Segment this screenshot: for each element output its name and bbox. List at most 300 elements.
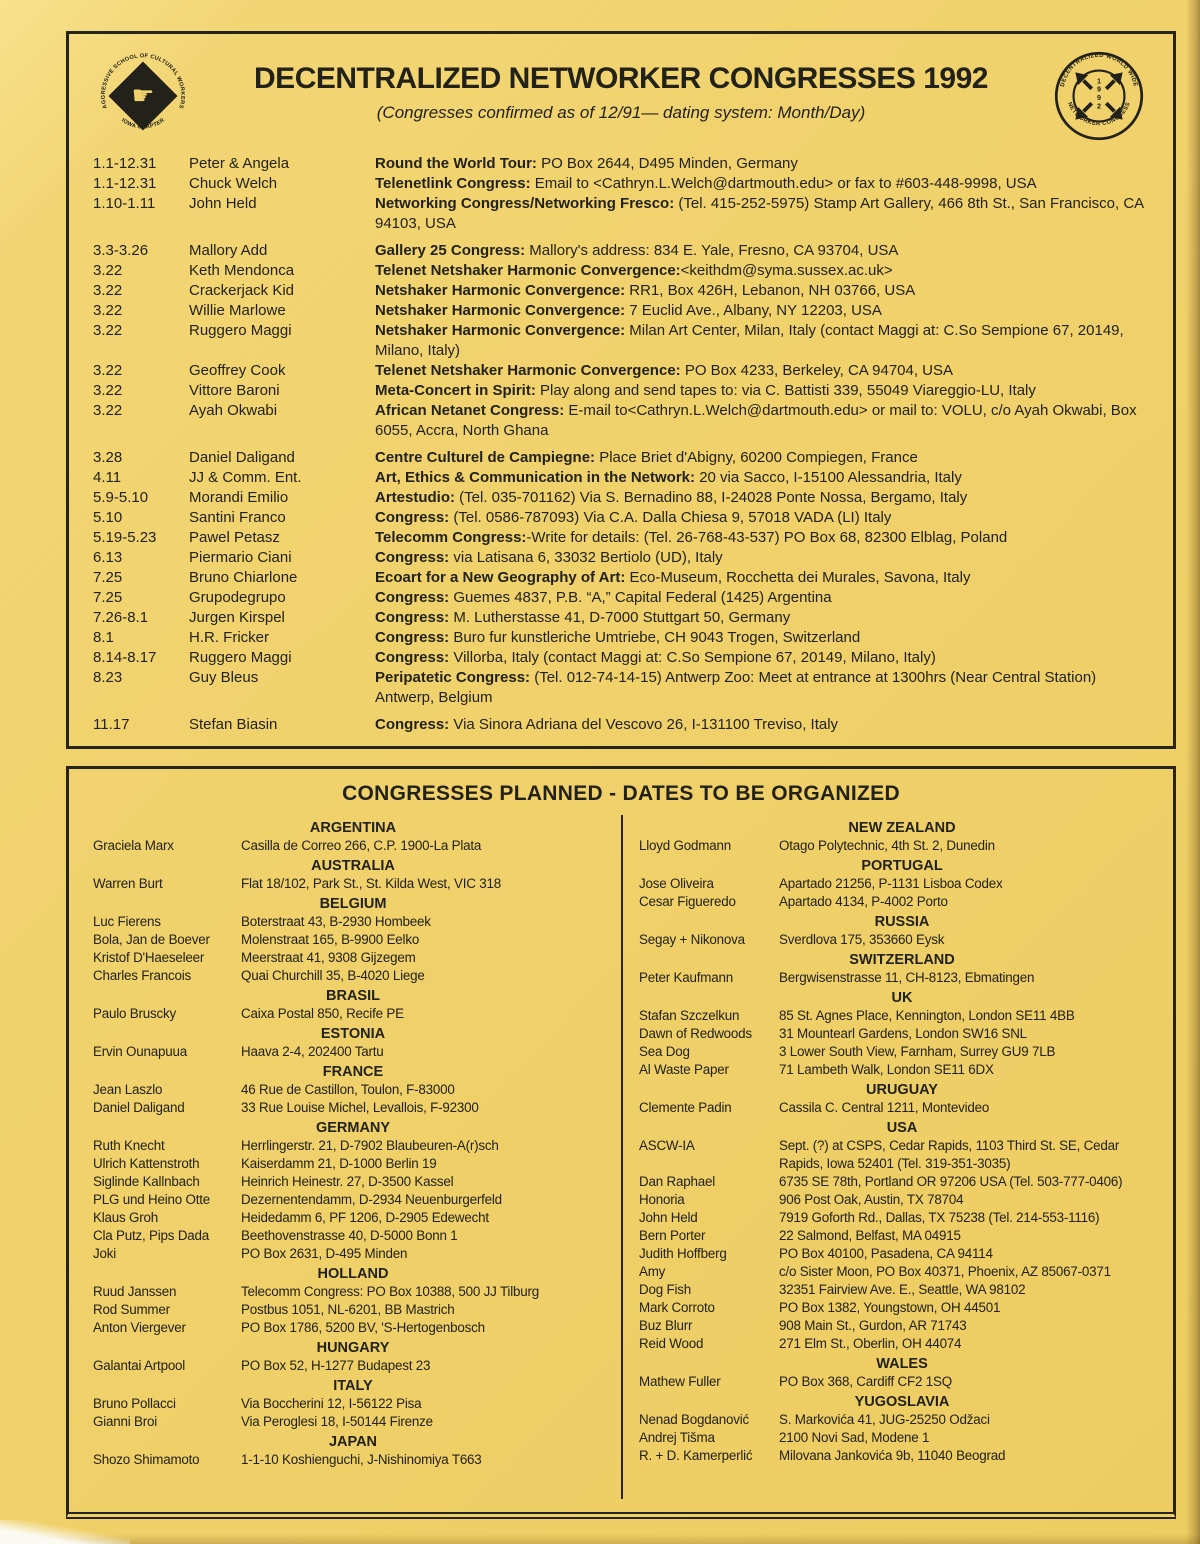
planned-name: Mark Corroto	[639, 1300, 715, 1315]
planned-name: Andrej Tišma	[639, 1430, 715, 1445]
congress-date: 4.11	[93, 469, 122, 486]
planned-name: Sea Dog	[639, 1044, 690, 1059]
flyer-header	[93, 46, 1149, 146]
congress-organizer: Grupodegrupo	[189, 589, 286, 606]
country-section	[639, 1394, 1165, 1465]
congress-row	[93, 448, 1149, 468]
planned-address: 908 Main St., Gurdon, AR 71743	[779, 1318, 967, 1333]
planned-name: Warren Burt	[93, 876, 163, 891]
planned-row	[93, 913, 613, 931]
planned-name: Clemente Padin	[639, 1100, 732, 1115]
planned-row	[93, 1191, 613, 1209]
country-section	[639, 1120, 1165, 1353]
planned-row	[639, 1373, 1165, 1391]
planned-congresses-box	[66, 766, 1176, 1519]
congress-description: Netshaker Harmonic Convergence: Milan Art Center, Milan, Italy (contact Maggi at: C.So Sempione 67, 20149, Milano, Italy)	[375, 322, 1124, 359]
planned-name: R. + D. Kamerperlić	[639, 1448, 753, 1463]
planned-row	[93, 1245, 613, 1263]
planned-address: Telecomm Congress: PO Box 10388, 500 JJ Tilburg	[241, 1284, 539, 1299]
congress-organizer: Peter & Angela	[189, 155, 290, 172]
planned-row	[93, 1173, 613, 1191]
planned-name: Mathew Fuller	[639, 1374, 721, 1389]
congress-description: Congress: Buro fur kunstleriche Umtriebe, CH 9043 Trogen, Switzerland	[375, 629, 861, 646]
congress-description: Gallery 25 Congress: Mallory's address: 834 E. Yale, Fresno, CA 93704, USA	[375, 242, 899, 259]
congress-title: Meta-Concert in Spirit:	[375, 382, 536, 399]
congress-organizer: Ruggero Maggi	[189, 322, 292, 339]
planned-address: Bergwisenstrasse 11, CH-8123, Ebmatingen	[779, 970, 1035, 985]
planned-name: Kristof D'Haeseleer	[93, 950, 205, 965]
planned-row	[93, 1005, 613, 1023]
planned-row	[639, 875, 1165, 893]
congress-description: Congress: (Tel. 0586-787093) Via C.A. Dalla Chiesa 9, 57018 VADA (LI) Italy	[375, 509, 892, 526]
country-section	[93, 1120, 613, 1263]
congress-title: Netshaker Harmonic Convergence:	[375, 302, 626, 319]
planned-address: PO Box 1786, 5200 BV, 'S-Hertogenbosch	[241, 1320, 485, 1335]
planned-row	[639, 1137, 1165, 1173]
congress-description: Congress: Via Sinora Adriana del Vescovo 26, I-131100 Treviso, Italy	[375, 716, 839, 733]
planned-address: 7919 Goforth Rd., Dallas, TX 75238 (Tel. 214-553-1116)	[779, 1210, 1100, 1225]
congress-title: Netshaker Harmonic Convergence:	[375, 282, 626, 299]
planned-row	[639, 1447, 1165, 1465]
country-section	[93, 820, 613, 855]
planned-address: Caixa Postal 850, Recife PE	[241, 1006, 404, 1021]
country-section	[93, 988, 613, 1023]
congress-organizer: Morandi Emilio	[189, 489, 289, 506]
country-header: USA	[886, 1120, 918, 1136]
congress-title: African Netanet Congress:	[375, 402, 565, 419]
planned-name: ASCW-IA	[639, 1138, 695, 1153]
planned-name: Joki	[93, 1246, 117, 1261]
congress-row	[93, 628, 1149, 648]
planned-address: Apartado 4134, P-4002 Porto	[779, 894, 948, 909]
planned-address: 22 Salmond, Belfast, MA 04915	[779, 1228, 961, 1243]
congress-title: Art, Ethics & Communication in the Network:	[375, 469, 696, 486]
planned-address: 71 Lambeth Walk, London SE11 6DX	[779, 1062, 994, 1077]
planned-address: Postbus 1051, NL-6201, BB Mastrich	[241, 1302, 455, 1317]
country-header: NEW ZEALAND	[848, 820, 956, 836]
country-header: ARGENTINA	[309, 820, 397, 836]
planned-name: Klaus Groh	[93, 1210, 158, 1225]
country-section	[639, 858, 1165, 911]
planned-row	[639, 1227, 1165, 1245]
planned-address: 3 Lower South View, Farnham, Surrey GU9 7LB	[779, 1044, 1056, 1059]
planned-columns	[69, 815, 1173, 1499]
planned-row	[93, 1357, 613, 1375]
stamp-ring-text-top: AGGRESSIVE SCHOOL OF CULTURAL WORKERS	[100, 53, 186, 110]
planned-column-left	[69, 815, 621, 1499]
planned-name: Dan Raphael	[639, 1174, 715, 1189]
planned-name: Peter Kaufmann	[639, 970, 733, 985]
planned-address: 31 Mountearl Gardens, London SW16 SNL	[779, 1026, 1027, 1041]
planned-address: Kaiserdamm 21, D-1000 Berlin 19	[241, 1156, 437, 1171]
congress-description: Congress: Villorba, Italy (contact Maggi at: C.So Sempione 67, 20149, Milano, Italy)	[375, 649, 936, 666]
planned-address: 85 St. Agnes Place, Kennington, London SE11 4BB	[779, 1008, 1075, 1023]
country-header: WALES	[876, 1356, 928, 1372]
congress-organizer: Stefan Biasin	[189, 716, 278, 733]
planned-row	[639, 1099, 1165, 1117]
country-section	[639, 1082, 1165, 1117]
planned-row	[639, 1173, 1165, 1191]
planned-row	[93, 1227, 613, 1245]
country-header: JAPAN	[328, 1434, 378, 1450]
planned-address: 6735 SE 78th, Portland OR 97206 USA (Tel. 503-777-0406)	[779, 1174, 1123, 1189]
planned-row	[93, 1099, 613, 1117]
planned-row	[93, 1155, 613, 1173]
confirmed-list	[93, 154, 1149, 735]
planned-name: Honoria	[639, 1192, 685, 1207]
planned-row	[93, 1081, 613, 1099]
planned-address: 271 Elm St., Oberlin, OH 44074	[779, 1336, 962, 1351]
congress-title: Round the World Tour:	[375, 155, 537, 172]
planned-name: Rod Summer	[93, 1302, 170, 1317]
congress-date: 5.10	[93, 509, 123, 526]
congress-title: Peripatetic Congress:	[375, 669, 531, 686]
country-section	[93, 1378, 613, 1431]
planned-row	[93, 837, 613, 855]
planned-row	[639, 893, 1165, 911]
scan-edge-shadow	[1186, 0, 1200, 1544]
planned-address: Boterstraat 43, B-2930 Hombeek	[241, 914, 431, 929]
country-header: PORTUGAL	[861, 858, 943, 874]
congress-description: Congress: M. Lutherstasse 41, D-7000 Stuttgart 50, Germany	[375, 609, 791, 626]
congress-date: 3.22	[93, 302, 123, 319]
planned-name: Luc Fierens	[93, 914, 161, 929]
country-header: URUGUAY	[866, 1082, 938, 1098]
congress-date: 5.19-5.23	[93, 529, 157, 546]
planned-name: Dog Fish	[639, 1282, 691, 1297]
planned-name: Segay + Nikonova	[639, 932, 745, 947]
planned-row	[93, 1451, 613, 1469]
congress-title: Congress:	[375, 716, 450, 733]
planned-name: Ruud Janssen	[93, 1284, 177, 1299]
congress-description: Meta-Concert in Spirit: Play along and send tapes to: via C. Battisti 339, 55049 Viareggio-LU, Italy	[375, 382, 1036, 399]
congress-row	[93, 321, 1149, 361]
planned-column-right	[621, 815, 1173, 1499]
planned-name: Al Waste Paper	[639, 1062, 729, 1077]
planned-row	[93, 931, 613, 949]
country-header: YUGOSLAVIA	[854, 1394, 950, 1410]
country-section	[93, 1266, 613, 1337]
congress-date: 7.25	[93, 569, 123, 586]
planned-row	[639, 1209, 1165, 1227]
congress-organizer: Ruggero Maggi	[189, 649, 292, 666]
planned-name: Cla Putz, Pips Dada	[93, 1228, 210, 1243]
congress-organizer: Keth Mendonca	[189, 262, 295, 279]
congress-organizer: Daniel Daligand	[189, 449, 295, 466]
congress-description: Netshaker Harmonic Convergence: 7 Euclid Ave., Albany, NY 12203, USA	[375, 302, 882, 319]
congress-organizer: Geoffrey Cook	[189, 362, 286, 379]
congress-title: Telenet Netshaker Harmonic Convergence:	[375, 262, 681, 279]
country-section	[93, 1340, 613, 1375]
congress-title: Centre Culturel de Campiegne:	[375, 449, 596, 466]
planned-name: Ulrich Kattenstroth	[93, 1156, 200, 1171]
congress-title: Congress:	[375, 649, 450, 666]
planned-row	[639, 1281, 1165, 1299]
country-header: ITALY	[333, 1378, 373, 1394]
planned-name: Lloyd Godmann	[639, 838, 731, 853]
congress-date: 8.1	[93, 629, 114, 646]
planned-row	[639, 931, 1165, 949]
congress-description: Ecoart for a New Geography of Art: Eco-Museum, Rocchetta dei Murales, Savona, Italy	[375, 569, 971, 586]
planned-row	[639, 1191, 1165, 1209]
planned-address: Otago Polytechnic, 4th St. 2, Dunedin	[779, 838, 995, 853]
congress-title: Congress:	[375, 509, 450, 526]
planned-address: Heidedamm 6, PF 1206, D-2905 Edewecht	[241, 1210, 489, 1225]
congress-date: 3.22	[93, 382, 123, 399]
congress-organizer: John Held	[189, 195, 257, 212]
planned-row	[93, 875, 613, 893]
planned-row	[93, 1137, 613, 1155]
planned-name: Bola, Jan de Boever	[93, 932, 210, 947]
country-header: HUNGARY	[316, 1340, 390, 1356]
congress-description: Telenetlink Congress: Email to <Cathryn.L.Welch@dartmouth.edu> or fax to #603-448-9998, USA	[375, 175, 1037, 192]
planned-name: Gianni Broi	[93, 1414, 158, 1429]
planned-row	[639, 1007, 1165, 1025]
planned-row	[93, 1301, 613, 1319]
country-header: GERMANY	[315, 1120, 391, 1136]
planned-row	[93, 1283, 613, 1301]
planned-address: Cassila C. Central 1211, Montevideo	[779, 1100, 990, 1115]
planned-address: Heinrich Heinestr. 27, D-3500 Kassel	[241, 1174, 454, 1189]
congress-organizer: Mallory Add	[189, 242, 268, 259]
planned-row	[93, 967, 613, 985]
planned-name: Ruth Knecht	[93, 1138, 165, 1153]
planned-address: PO Box 52, H-1277 Budapest 23	[241, 1358, 431, 1373]
congress-title: Telecomm Congress:	[375, 529, 527, 546]
planned-name: Shozo Shimamoto	[93, 1452, 200, 1467]
page-title: DECENTRALIZED NETWORKER CONGRESSES 1992	[254, 62, 988, 95]
planned-row	[93, 1395, 613, 1413]
planned-address: PO Box 368, Cardiff CF2 1SQ	[779, 1374, 952, 1389]
planned-name: Galantai Artpool	[93, 1358, 186, 1373]
congress-title: Gallery 25 Congress:	[375, 242, 526, 259]
congress-row	[93, 568, 1149, 588]
congress-description: Congress: Guemes 4837, P.B. “A,” Capital Federal (1425) Argentina	[375, 589, 832, 606]
planned-name: Siglinde Kallnbach	[93, 1174, 200, 1189]
congress-date: 3.22	[93, 402, 123, 419]
planned-name: Graciela Marx	[93, 838, 174, 853]
planned-name: PLG und Heino Otte	[93, 1192, 210, 1207]
planned-address: 1-1-10 Koshienguchi, J-Nishinomiya T663	[241, 1452, 482, 1467]
congress-description: Networking Congress/Networking Fresco: (Tel. 415-252-5975) Stamp Art Gallery, 466 8th St., San Francisco, CA 94103, USA	[375, 195, 1144, 232]
planned-address: PO Box 1382, Youngstown, OH 44501	[779, 1300, 1001, 1315]
country-section	[93, 896, 613, 985]
country-section	[639, 1356, 1165, 1391]
congress-description: Congress: via Latisana 6, 33032 Bertiolo (UD), Italy	[375, 549, 723, 566]
congress-title: Congress:	[375, 629, 450, 646]
congress-row	[93, 361, 1149, 381]
congress-row	[93, 241, 1149, 261]
congress-row	[93, 648, 1149, 668]
congress-date: 1.1-12.31	[93, 155, 157, 172]
congress-date: 8.23	[93, 669, 123, 686]
planned-address: Molenstraat 165, B-9900 Eelko	[241, 932, 420, 947]
congress-description: Telecomm Congress:-Write for details: (Tel. 26-768-43-537) PO Box 68, 82300 Elblag, Poland	[375, 529, 1008, 546]
congress-date: 7.25	[93, 589, 123, 606]
planned-name: Stafan Szczelkun	[639, 1008, 740, 1023]
congress-date: 6.13	[93, 549, 123, 566]
congress-title: Artestudio:	[375, 489, 455, 506]
planned-row	[93, 1209, 613, 1227]
congress-description: Art, Ethics & Communication in the Network: 20 via Sacco, I-15100 Alessandria, Italy	[375, 469, 962, 486]
planned-row	[639, 1411, 1165, 1429]
congress-date: 3.22	[93, 262, 123, 279]
planned-address: 46 Rue de Castillon, Toulon, F-83000	[241, 1082, 455, 1097]
confirmed-congresses-box	[66, 31, 1176, 749]
planned-address: Dezernentendamm, D-2934 Neuenburgerfeld	[241, 1192, 502, 1207]
country-header: BELGIUM	[319, 896, 387, 912]
congress-row	[93, 381, 1149, 401]
country-section	[639, 990, 1165, 1079]
planned-row	[639, 1317, 1165, 1335]
congress-organizer: Chuck Welch	[189, 175, 278, 192]
planned-row	[93, 1043, 613, 1061]
congress-description: Telenet Netshaker Harmonic Convergence:<keithdm@syma.sussex.ac.uk>	[375, 262, 893, 279]
country-section	[639, 952, 1165, 987]
country-header: UK	[891, 990, 913, 1006]
stamp-ring-text-bottom: IOWA CHAPTER	[120, 117, 166, 131]
networker-congress-stamp	[1049, 46, 1149, 146]
congress-row	[93, 588, 1149, 608]
planned-address: 32351 Fairview Ave. E., Seattle, WA 98102	[779, 1282, 1026, 1297]
congress-title: Congress:	[375, 609, 450, 626]
country-header: BRASIL	[326, 988, 380, 1004]
congress-date: 3.22	[93, 282, 123, 299]
congress-description: African Netanet Congress: E-mail to<Cathryn.L.Welch@dartmouth.edu> or mail to: VOLU, c/o Ayah Okwabi, Box 6055, Accra, North Ghana	[375, 402, 1137, 439]
congress-date: 3.22	[93, 362, 123, 379]
planned-row	[639, 1245, 1165, 1263]
congress-date: 5.9-5.10	[93, 489, 149, 506]
congress-date: 3.3-3.26	[93, 242, 149, 259]
planned-name: Dawn of Redwoods	[639, 1026, 752, 1041]
congress-description: Telenet Netshaker Harmonic Convergence: PO Box 4233, Berkeley, CA 94704, USA	[375, 362, 954, 379]
congress-organizer: Guy Bleus	[189, 669, 259, 686]
planned-address: 2100 Novi Sad, Modene 1	[779, 1430, 930, 1445]
country-section	[639, 914, 1165, 949]
planned-name: Judith Hoffberg	[639, 1246, 727, 1261]
congress-date: 1.1-12.31	[93, 175, 157, 192]
congress-organizer: Piermario Ciani	[189, 549, 292, 566]
congress-description: Peripatetic Congress: (Tel. 012-74-14-15) Antwerp Zoo: Meet at entrance at 1300hrs (Near Central Station) Antwerp, Belgium	[375, 669, 1097, 706]
planned-address: 33 Rue Louise Michel, Levallois, F-92300	[241, 1100, 479, 1115]
congress-date: 8.14-8.17	[93, 649, 157, 666]
planned-row	[639, 1061, 1165, 1079]
ascw-iowa-chapter-stamp	[93, 46, 193, 146]
planned-row	[639, 1429, 1165, 1447]
congress-row	[93, 401, 1149, 441]
congress-organizer: Bruno Chiarlone	[189, 569, 298, 586]
congress-date: 3.28	[93, 449, 123, 466]
congress-organizer: Crackerjack Kid	[189, 282, 295, 299]
planned-address: Casilla de Correo 266, C.P. 1900-La Plata	[241, 838, 482, 853]
planned-address: Sept. (?) at CSPS, Cedar Rapids, 1103 Third St. SE, Cedar Rapids, Iowa 52401 (Tel. 319-351-3035)	[779, 1138, 1120, 1171]
country-header: FRANCE	[322, 1064, 384, 1080]
congress-description: Netshaker Harmonic Convergence: RR1, Box 426H, Lebanon, NH 03766, USA	[375, 282, 916, 299]
congress-row	[93, 174, 1149, 194]
page-subtitle: (Congresses confirmed as of 12/91— dating system: Month/Day)	[376, 103, 866, 122]
planned-address: Haava 2-4, 202400 Tartu	[241, 1044, 384, 1059]
planned-row	[639, 1043, 1165, 1061]
congress-row	[93, 508, 1149, 528]
congress-organizer: JJ & Comm. Ent.	[189, 469, 302, 486]
congress-row	[93, 301, 1149, 321]
congress-description: Centre Culturel de Campiegne: Place Briet d'Abigny, 60200 Compiegen, France	[375, 449, 918, 466]
congress-organizer: Santini Franco	[189, 509, 286, 526]
congress-row	[93, 608, 1149, 628]
congress-title: Telenetlink Congress:	[375, 175, 531, 192]
congress-organizer: Vittore Baroni	[189, 382, 280, 399]
planned-name: Daniel Daligand	[93, 1100, 185, 1115]
planned-address: Via Boccherini 12, I-56122 Pisa	[241, 1396, 422, 1411]
planned-name: Reid Wood	[639, 1336, 704, 1351]
planned-row	[639, 1263, 1165, 1281]
planned-address: Apartado 21256, P-1131 Lisboa Codex	[779, 876, 1003, 891]
title-block	[193, 46, 1049, 123]
planned-row	[93, 1413, 613, 1431]
planned-address: Milovana Jankovića 9b, 11040 Beograd	[779, 1448, 1006, 1463]
planned-row	[639, 1299, 1165, 1317]
country-section	[639, 820, 1165, 855]
planned-name: Buz Blurr	[639, 1318, 693, 1333]
country-section	[93, 1434, 613, 1469]
planned-address: 906 Post Oak, Austin, TX 78704	[779, 1192, 964, 1207]
congress-row	[93, 281, 1149, 301]
planned-name: Charles Francois	[93, 968, 192, 983]
planned-row	[93, 949, 613, 967]
planned-address: Sverdlova 175, 353660 Eysk	[779, 932, 945, 947]
congress-row	[93, 154, 1149, 174]
country-header: ESTONIA	[320, 1026, 386, 1042]
congress-date: 1.10-1.11	[93, 195, 156, 212]
planned-name: John Held	[639, 1210, 698, 1225]
planned-name: Amy	[639, 1264, 666, 1279]
congress-title: Netshaker Harmonic Convergence:	[375, 322, 626, 339]
planned-row	[639, 969, 1165, 987]
country-header: HOLLAND	[317, 1266, 389, 1282]
planned-row	[93, 1319, 613, 1337]
country-section	[93, 1026, 613, 1061]
stamp-ring-text-bottom: NETWORKER CONGRESS	[1066, 101, 1132, 128]
congress-date: 3.22	[93, 322, 123, 339]
congress-row	[93, 668, 1149, 708]
planned-name: Jean Laszlo	[93, 1082, 163, 1097]
planned-name: Anton Viergever	[93, 1320, 186, 1335]
congress-date: 7.26-8.1	[93, 609, 149, 626]
planned-address: PO Box 2631, D-495 Minden	[241, 1246, 408, 1261]
planned-address: Herrlingerstr. 21, D-7902 Blaubeuren-A(r)sch	[241, 1138, 499, 1153]
planned-address: Beethovenstrasse 40, D-5000 Bonn 1	[241, 1228, 458, 1243]
congress-organizer: Ayah Okwabi	[189, 402, 278, 419]
planned-name: Cesar Figueredo	[639, 894, 736, 909]
congress-title: Congress:	[375, 589, 450, 606]
page-corner-curl	[0, 1520, 130, 1544]
planned-row	[639, 837, 1165, 855]
congress-organizer: Jurgen Kirspel	[189, 609, 285, 626]
congress-row	[93, 488, 1149, 508]
congress-title: Ecoart for a New Geography of Art:	[375, 569, 626, 586]
planned-address: S. Markovića 41, JUG-25250 Odžaci	[779, 1412, 990, 1427]
congress-row	[93, 548, 1149, 568]
planned-address: Meerstraat 41, 9308 Gijzegem	[241, 950, 416, 965]
congress-description: Artestudio: (Tel. 035-701162) Via S. Bernadino 88, I-24028 Ponte Nossa, Bergamo, Italy	[375, 489, 968, 506]
congress-title: Congress:	[375, 549, 450, 566]
planned-name: Ervin Ounapuua	[93, 1044, 187, 1059]
country-section	[93, 1064, 613, 1117]
scan-bottom-shadow	[0, 1534, 1200, 1544]
congress-organizer: Pawel Petasz	[189, 529, 280, 546]
planned-section-title: CONGRESSES PLANNED - DATES TO BE ORGANIZED	[342, 782, 900, 805]
congress-date: 11.17	[93, 716, 130, 733]
